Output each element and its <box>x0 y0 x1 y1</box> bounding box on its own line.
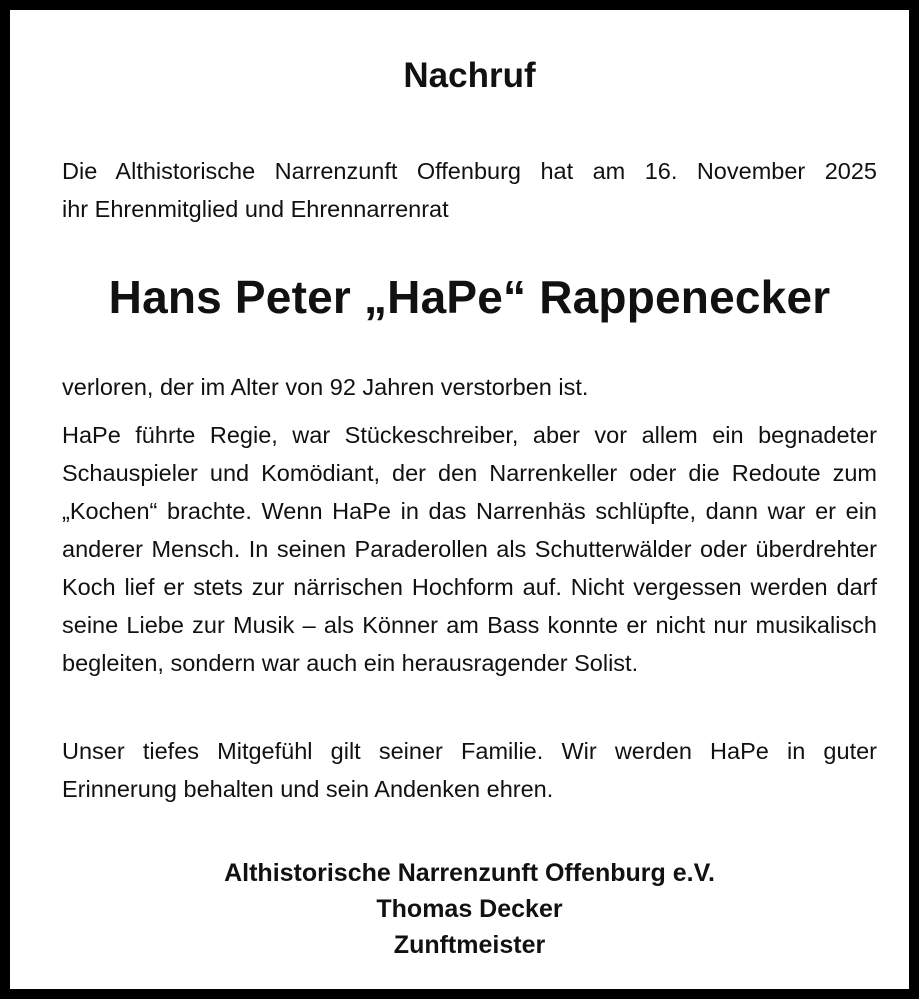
lost-paragraph: verloren, der im Alter von 92 Jahren verstorben ist. <box>62 374 589 400</box>
signature-person: Thomas Decker <box>376 895 563 923</box>
signature-organization: Althistorische Narrenzunft Offenburg e.V. <box>224 859 715 887</box>
signature-block <box>62 855 877 963</box>
page-title: Nachruf <box>403 56 536 95</box>
intro-line-1: Die Althistorische Narrenzunft Offenburg hat am 16. November 2025 <box>62 158 877 184</box>
intro-paragraph <box>62 152 877 228</box>
intro-line-2: ihr Ehrenmitglied und Ehrennarrenrat <box>62 196 449 222</box>
deceased-name: Hans Peter „HaPe“ Rappenecker <box>108 271 831 323</box>
signature-role: Zunftmeister <box>393 931 546 959</box>
condolence-paragraph: Unser tiefes Mitgefühl gilt seiner Familie. Wir werden HaPe in guter Erinnerung behalten und sein Andenken ehren. <box>62 738 877 802</box>
tribute-paragraph: HaPe führte Regie, war Stückeschreiber, aber vor allem ein begnadeter Schauspieler und Komödiant, der den Narrenkeller oder die Redoute zum „Kochen“ brachte. Wenn HaPe in das Narrenhäs schlüpfte, dann war er ein anderer Mensch. In seinen Paraderollen als Schutterwälder oder überdrehter Koch lief er stets zur närrischen Hochform auf. Nicht vergessen werden darf seine Liebe zur Musik – als Könner am Bass konnte er nicht nur musikalisch begleiten, sondern war auch ein herausragender Solist. <box>62 422 877 676</box>
